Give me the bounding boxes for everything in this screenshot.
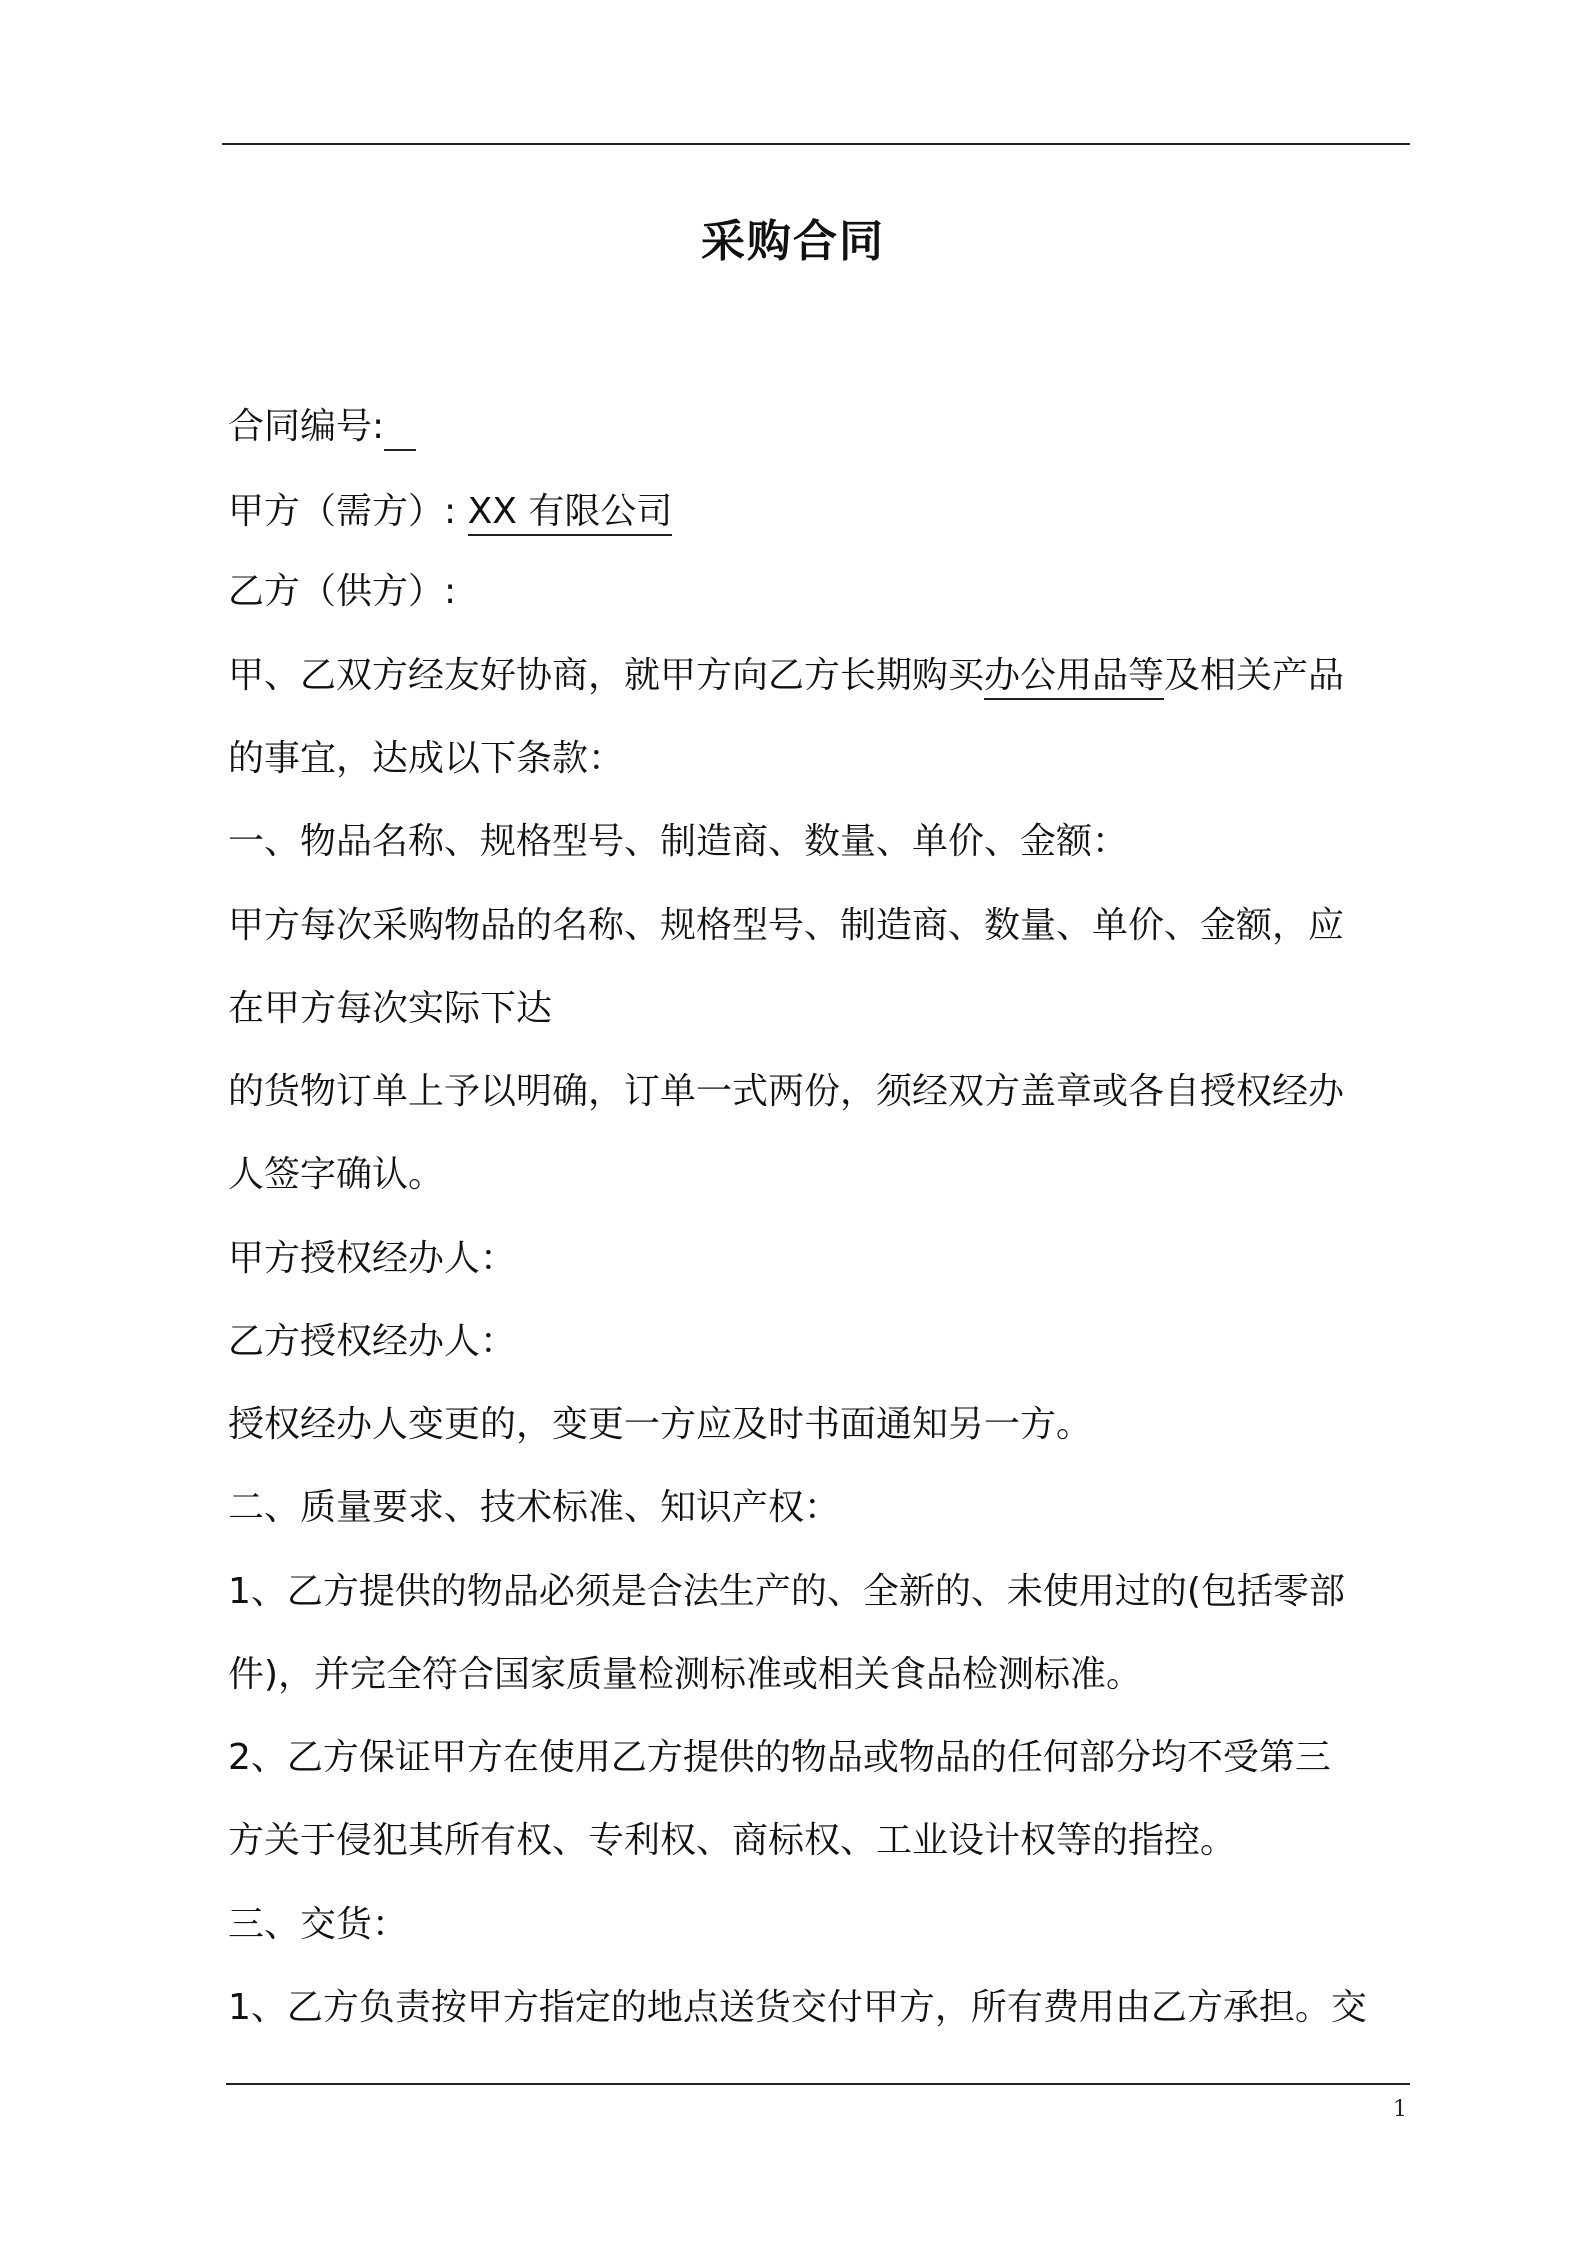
contract-number-line [228,403,416,451]
section-1-paragraph-line-2: 在甲方每次实际下达 [228,988,553,1029]
party-b-label: 乙方（供方）: [228,571,457,612]
section-3-item-1-line-1: 1、乙方负责按甲方指定的地点送货交付甲方，所有费用由乙方承担。交 [228,1987,1367,2028]
party-b-line [228,568,456,616]
section-1-paragraph-line-3: 的货物订单上予以明确，订单一式两份，须经双方盖章或各自授权经办 [228,1071,1345,1112]
section-1-heading: 一、物品名称、规格型号、制造商、数量、单价、金额： [228,821,1129,862]
section-2-heading: 二、质量要求、技术标准、知识产权： [228,1487,841,1528]
document-title: 采购合同 [701,216,885,267]
page-number: 1 [1393,2097,1407,2122]
contract-number-blank[interactable] [384,409,416,451]
intro-underlined-product: 办公用品等 [984,655,1164,700]
intro-text-before: 甲、乙双方经友好协商，就甲方向乙方长期购买 [228,655,985,696]
party-a-agent: 甲方授权经办人： [228,1238,517,1279]
footer-rule [226,2083,1410,2085]
party-b-agent: 乙方授权经办人： [228,1321,517,1362]
section-2-item-1-line-2: 件)，并完全符合国家质量检测标准或相关食品检测标准。 [228,1654,1143,1695]
intro-line-1 [228,652,1344,700]
section-2-item-1-line-1: 1、乙方提供的物品必须是合法生产的、全新的、未使用过的(包括零部 [228,1571,1345,1612]
section-1-paragraph-line-1: 甲方每次采购物品的名称、规格型号、制造商、数量、单价、金额，应 [228,905,1345,946]
header-rule [222,143,1410,145]
intro-text-after: 及相关产品 [1164,655,1345,696]
intro-line-2: 的事宜，达成以下条款： [228,738,625,779]
party-a-line [228,488,672,536]
party-a-label: 甲方（需方）: [228,491,457,532]
party-a-value: XX 有限公司 [468,491,673,536]
section-3-heading: 三、交货： [228,1904,409,1945]
contract-number-label: 合同编号: [228,406,385,447]
section-1-paragraph-line-4: 人签字确认。 [228,1154,445,1195]
agent-change-notice: 授权经办人变更的，变更一方应及时书面通知另一方。 [228,1404,1093,1445]
section-2-item-2-line-2: 方关于侵犯其所有权、专利权、商标权、工业设计权等的指控。 [228,1820,1237,1861]
section-2-item-2-line-1: 2、乙方保证甲方在使用乙方提供的物品或物品的任何部分均不受第三 [228,1737,1331,1778]
